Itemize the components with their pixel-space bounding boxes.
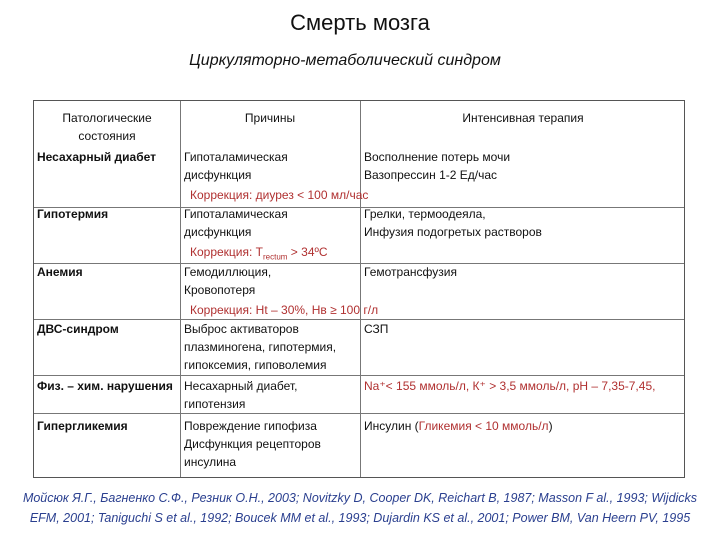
header-therapy: Интенсивная терапия bbox=[462, 111, 584, 125]
header-states bbox=[34, 109, 180, 145]
column-divider bbox=[180, 101, 181, 477]
correction-text: > 34ºC bbox=[287, 245, 328, 259]
state-label: Несахарный диабет bbox=[37, 150, 157, 164]
state-label: Гипергликемия bbox=[37, 419, 128, 433]
therapy-cell bbox=[364, 263, 457, 281]
row-divider bbox=[34, 413, 684, 414]
cause-line: плазминогена, гипотермия, bbox=[184, 340, 337, 354]
cause-line: гипоксемия, гиповолемия bbox=[184, 358, 327, 372]
page-subtitle: Циркуляторно-метаболический синдром bbox=[189, 52, 501, 69]
therapy-table bbox=[33, 100, 685, 478]
cause-line: инсулина bbox=[184, 455, 237, 469]
therapy-line: Вазопрессин 1-2 Ед/час bbox=[364, 168, 498, 182]
correction-label: Коррекция: bbox=[190, 188, 253, 202]
causes-cell bbox=[184, 205, 288, 241]
row-divider bbox=[34, 319, 684, 320]
state-label: Анемия bbox=[37, 265, 83, 279]
correction-label: Коррекция: bbox=[190, 245, 253, 259]
causes-cell bbox=[184, 148, 288, 184]
cause-line: Несахарный диабет, bbox=[184, 379, 298, 393]
therapy-line: Восполнение потерь мочи bbox=[364, 150, 511, 164]
state-label: ДВС-синдром bbox=[37, 322, 119, 336]
cause-line: Выброс активаторов bbox=[184, 322, 299, 336]
header-states-line: Патологические bbox=[62, 111, 152, 125]
therapy-text: Инсулин ( bbox=[364, 419, 419, 433]
therapy-line: Инфузия подогретых растворов bbox=[364, 225, 542, 239]
cause-line: дисфункция bbox=[184, 225, 252, 239]
page-title: Смерть мозга bbox=[290, 10, 430, 35]
correction-note bbox=[190, 301, 378, 319]
references bbox=[0, 488, 720, 528]
header-causes: Причины bbox=[244, 111, 296, 125]
therapy-text: ) bbox=[548, 419, 553, 433]
cause-line: Гипоталамическая bbox=[184, 150, 288, 164]
correction-text: диурез < 100 мл/час bbox=[252, 188, 369, 202]
cause-line: Повреждение гипофиза bbox=[184, 419, 317, 433]
therapy-line: Грелки, термоодеяла, bbox=[364, 207, 486, 221]
state-label: Физ. – хим. нарушения bbox=[37, 379, 173, 393]
correction-text: Ht – 30%, Нв ≥ 100 г/л bbox=[252, 303, 379, 317]
causes-cell bbox=[184, 263, 271, 299]
correction-subscript: rectum bbox=[263, 252, 288, 262]
correction-label: Коррекция: bbox=[190, 303, 253, 317]
column-divider bbox=[360, 101, 361, 477]
therapy-cell bbox=[364, 148, 510, 184]
therapy-line: Na⁺< 155 ммоль/л, К⁺ > 3,5 ммоль/л, pH – 7,35-7,45, bbox=[364, 379, 656, 393]
correction-text: T bbox=[252, 245, 264, 259]
state-label: Гипотермия bbox=[37, 207, 109, 221]
cause-line: Гемодиллюция, bbox=[184, 265, 272, 279]
row-divider bbox=[34, 207, 684, 208]
therapy-cell bbox=[364, 377, 655, 395]
causes-cell bbox=[184, 320, 336, 374]
header-states-line: состояния bbox=[78, 129, 136, 143]
reference-line: EFM, 2001; Taniguchi S et al., 1992; Boucek MM et al., 1993; Dujardin KS et al., 2001; Power BM, Van Heern PV, 1995 bbox=[29, 511, 691, 525]
correction-note bbox=[190, 186, 368, 204]
causes-cell bbox=[184, 417, 321, 471]
therapy-line: Гемотрансфузия bbox=[364, 265, 457, 279]
reference-line: Мойсюк Я.Г., Багненко С.Ф., Резник О.Н., 2003; Novitzky D, Cooper DK, Reichart B, 1987; Masson F al., 1993; Wijdicks bbox=[22, 491, 698, 505]
cause-line: Дисфункция рецепторов bbox=[184, 437, 321, 451]
therapy-highlight: Гликемия < 10 ммоль/л bbox=[418, 419, 549, 433]
therapy-cell bbox=[364, 417, 553, 435]
therapy-line: СЗП bbox=[364, 322, 389, 336]
cause-line: Кровопотеря bbox=[184, 283, 256, 297]
cause-line: Гипоталамическая bbox=[184, 207, 288, 221]
row-divider bbox=[34, 375, 684, 376]
cause-line: гипотензия bbox=[184, 397, 246, 411]
causes-cell bbox=[184, 377, 297, 413]
cause-line: дисфункция bbox=[184, 168, 252, 182]
therapy-cell bbox=[364, 205, 542, 241]
row-divider bbox=[34, 263, 684, 264]
therapy-cell bbox=[364, 320, 388, 338]
